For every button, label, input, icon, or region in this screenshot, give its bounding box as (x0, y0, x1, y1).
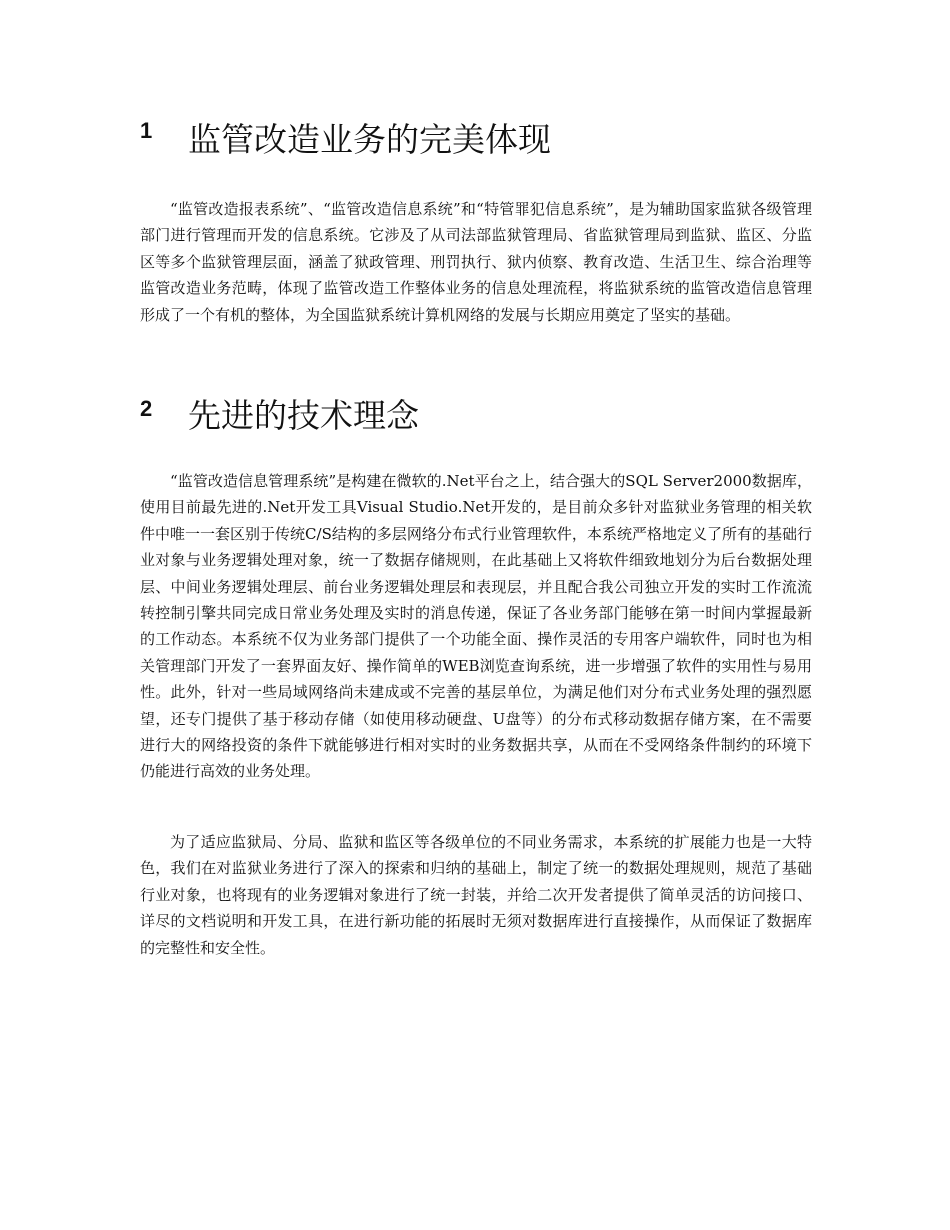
section-title: 监管改造业务的完美体现 (188, 120, 551, 160)
section-1-paragraph-1: “监管改造报表系统”、“监管改造信息系统”和“特管罪犯信息系统”，是为辅助国家监狱各级管理部门进行管理而开发的信息系统。它涉及了从司法部监狱管理局、省监狱管理局到监狱、监区、分监区等多个监狱管理层面，涵盖了狱政管理、刑罚执行、狱内侦察、教育改造、生活卫生、综合治理等监管改造业务范畴，体现了监管改造工作整体业务的信息处理流程，将监狱系统的监管改造信息管理形成了一个有机的整体，为全国监狱系统计算机网络的发展与长期应用奠定了坚实的基础。 (140, 200, 812, 324)
section-number: 2 (140, 396, 153, 421)
section-2-paragraph-2: 为了适应监狱局、分局、监狱和监区等各级单位的不同业务需求，本系统的扩展能力也是一大特色，我们在对监狱业务进行了深入的探索和归纳的基础上，制定了统一的数据处理规则，规范了基础行业对象，也将现有的业务逻辑对象进行了统一封装，并给二次开发者提供了简单灵活的访问接口、详尽的文档说明和开发工具，在进行新功能的拓展时无须对数据库进行直接操作，从而保证了数据库的完整性和安全性。 (140, 833, 812, 957)
section-heading-2 (140, 374, 820, 436)
section-heading-1 (140, 98, 820, 160)
section-title: 先进的技术理念 (188, 396, 419, 436)
section-number: 1 (140, 118, 153, 143)
section-2-paragraph-1: “监管改造信息管理系统”是构建在微软的.Net平台之上，结合强大的SQL Server2000数据库，使用目前最先进的.Net开发工具Visual Studio.Net开发的，是目前众多针对监狱业务管理的相关软件中唯一一套区别于传统C/S结构的多层网络分布式行业管理软件，本系统严格地定义了所有的基础行业对象与业务逻辑处理对象，统一了数据存储规则，在此基础上又将软件细致地划分为后台数据处理层、中间业务逻辑处理层、前台业务逻辑处理层和表现层，并且配合我公司独立开发的实时工作流流转控制引擎共同完成日常业务处理及实时的消息传递，保证了各业务部门能够在第一时间内掌握最新的工作动态。本系统不仅为业务部门提供了一个功能全面、操作灵活的专用客户端软件，同时也为相关管理部门开发了一套界面友好、操作简单的WEB浏览查询系统，进一步增强了软件的实用性与易用性。此外，针对一些局域网络尚未建成或不完善的基层单位，为满足他们对分布式业务处理的强烈愿望，还专门提供了基于移动存储（如使用移动硬盘、U盘等）的分布式移动数据存储方案，在不需要进行大的网络投资的条件下就能够进行相对实时的业务数据共享，从而在不受网络条件制约的环境下仍能进行高效的业务处理。 (140, 472, 812, 781)
